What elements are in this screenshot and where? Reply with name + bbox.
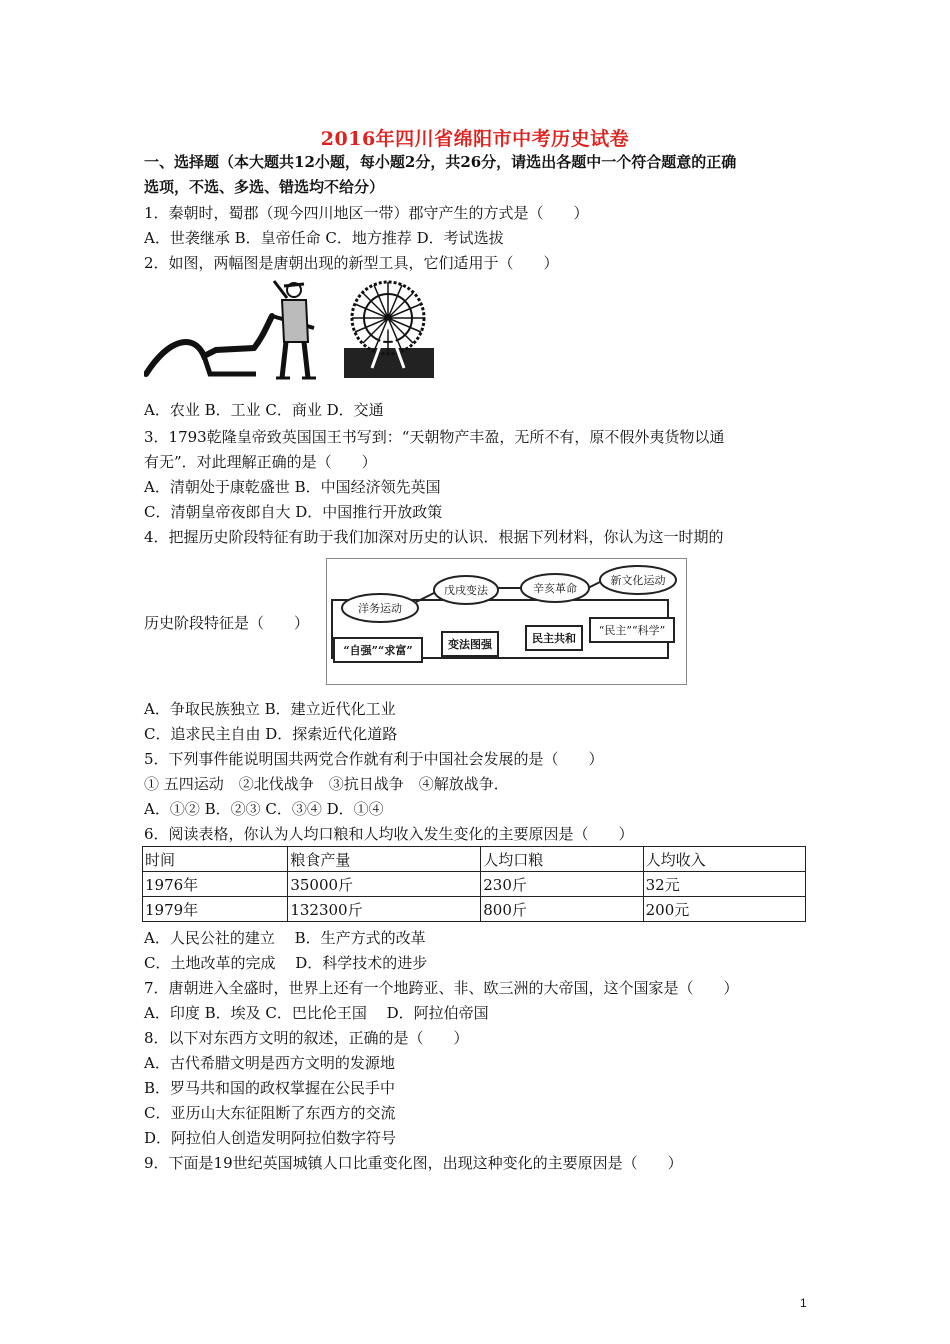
q4-stem-line1: 4．把握历史阶段特征有助于我们加深对历史的认识．根据下列材料，你认为这一时期的: [144, 528, 724, 546]
q4-stem-line2: 历史阶段特征是（ ）: [144, 614, 310, 632]
q8-option-d: D．阿拉伯人创造发明阿拉伯数字符号: [144, 1129, 397, 1147]
q8-stem: 8．以下对东西方文明的叙述，正确的是（ ）: [144, 1029, 469, 1047]
table-cell: 35000斤: [288, 872, 481, 897]
diagram-goal-1: “自强”“求富”: [343, 644, 413, 657]
diagram-goal-2: 变法图强: [448, 638, 492, 651]
q5-items: ① 五四运动 ②北伐战争 ③抗日战争 ④解放战争．: [144, 775, 509, 793]
table-cell: 1979年: [143, 897, 288, 922]
q3-options-line2: C．清朝皇帝夜郎自大 D．中国推行开放政策: [144, 503, 443, 521]
table-header-row: [143, 847, 806, 872]
table-header-cell: 粮食产量: [288, 847, 481, 872]
section-heading-line1: 一、选择题（本大题共12小题，每小题2分，共26分，请选出各题中一个符合题意的正确: [144, 153, 737, 171]
table-cell: 230斤: [481, 872, 643, 897]
diagram-event-1: 洋务运动: [358, 602, 402, 615]
table-cell: 200元: [643, 897, 805, 922]
table-header-cell: 人均口粮: [481, 847, 643, 872]
table-header-cell: 时间: [143, 847, 288, 872]
table-cell: 132300斤: [288, 897, 481, 922]
table-cell: 1976年: [143, 872, 288, 897]
q6-stem: 6．阅读表格，你认为人均口粮和人均收入发生变化的主要原因是（ ）: [144, 825, 634, 843]
q8-option-a: A．古代希腊文明是西方文明的发源地: [144, 1054, 395, 1072]
curved-plough-image: [144, 278, 324, 384]
q2-options: A．农业 B．工业 C．商业 D．交通: [144, 401, 384, 419]
reform-timeline-diagram: [326, 558, 688, 686]
diagram-event-4: 新文化运动: [610, 574, 666, 587]
q8-option-b: B．罗马共和国的政权掌握在公民手中: [144, 1079, 396, 1097]
q7-options: A．印度 B．埃及 C．巴比伦王国 D．阿拉伯帝国: [144, 1004, 489, 1022]
q4-options-line1: A．争取民族独立 B．建立近代化工业: [144, 700, 396, 718]
q3-options-line1: A．清朝处于康乾盛世 B．中国经济领先英国: [144, 478, 441, 496]
table-row: [143, 897, 806, 922]
q6-options-line1: A．人民公社的建立 B．生产方式的改革: [144, 929, 426, 947]
page-title: 2016年四川省绵阳市中考历史试卷: [320, 128, 630, 150]
q3-stem-line2: 有无”．对此理解正确的是（ ）: [144, 453, 377, 471]
table-cell: 32元: [643, 872, 805, 897]
diagram-event-2: 戊戌变法: [444, 584, 488, 597]
grain-income-table: [142, 846, 806, 922]
q5-options: A．①② B．②③ C．③④ D．①④: [144, 800, 384, 818]
q4-options-line2: C．追求民主自由 D．探索近代化道路: [144, 725, 398, 743]
q5-stem: 5．下列事件能说明国共两党合作就有利于中国社会发展的是（ ）: [144, 750, 604, 768]
q6-options-line2: C．土地改革的完成 D．科学技术的进步: [144, 954, 428, 972]
diagram-goal-3: 民主共和: [532, 632, 576, 645]
q7-stem: 7．唐朝进入全盛时，世界上还有一个地跨亚、非、欧三洲的大帝国，这个国家是（ ）: [144, 979, 739, 997]
q1-stem: 1．秦朝时，蜀郡（现今四川地区一带）郡守产生的方式是（ ）: [144, 204, 589, 222]
table-header-cell: 人均收入: [643, 847, 805, 872]
q1-options: A．世袭继承 B．皇帝任命 C．地方推荐 D．考试选拔: [144, 229, 504, 247]
section-heading-line2: 选项，不选、多选、错选均不给分）: [144, 178, 385, 196]
diagram-event-3: 辛亥革命: [533, 582, 577, 595]
diagram-goal-4: “民主”“科学”: [598, 624, 666, 637]
table-row: [143, 872, 806, 897]
water-wheel-image: [342, 276, 436, 380]
table-cell: 800斤: [481, 897, 643, 922]
q2-stem: 2．如图，两幅图是唐朝出现的新型工具，它们适用于（ ）: [144, 254, 559, 272]
page-number: 1: [800, 1296, 807, 1310]
q8-option-c: C．亚历山大东征阻断了东西方的交流: [144, 1104, 396, 1122]
q9-stem: 9．下面是19世纪英国城镇人口比重变化图，出现这种变化的主要原因是（ ）: [144, 1154, 683, 1172]
q3-stem-line1: 3．1793乾隆皇帝致英国国王书写到：“天朝物产丰盈，无所不有，原不假外夷货物以通: [144, 428, 725, 446]
